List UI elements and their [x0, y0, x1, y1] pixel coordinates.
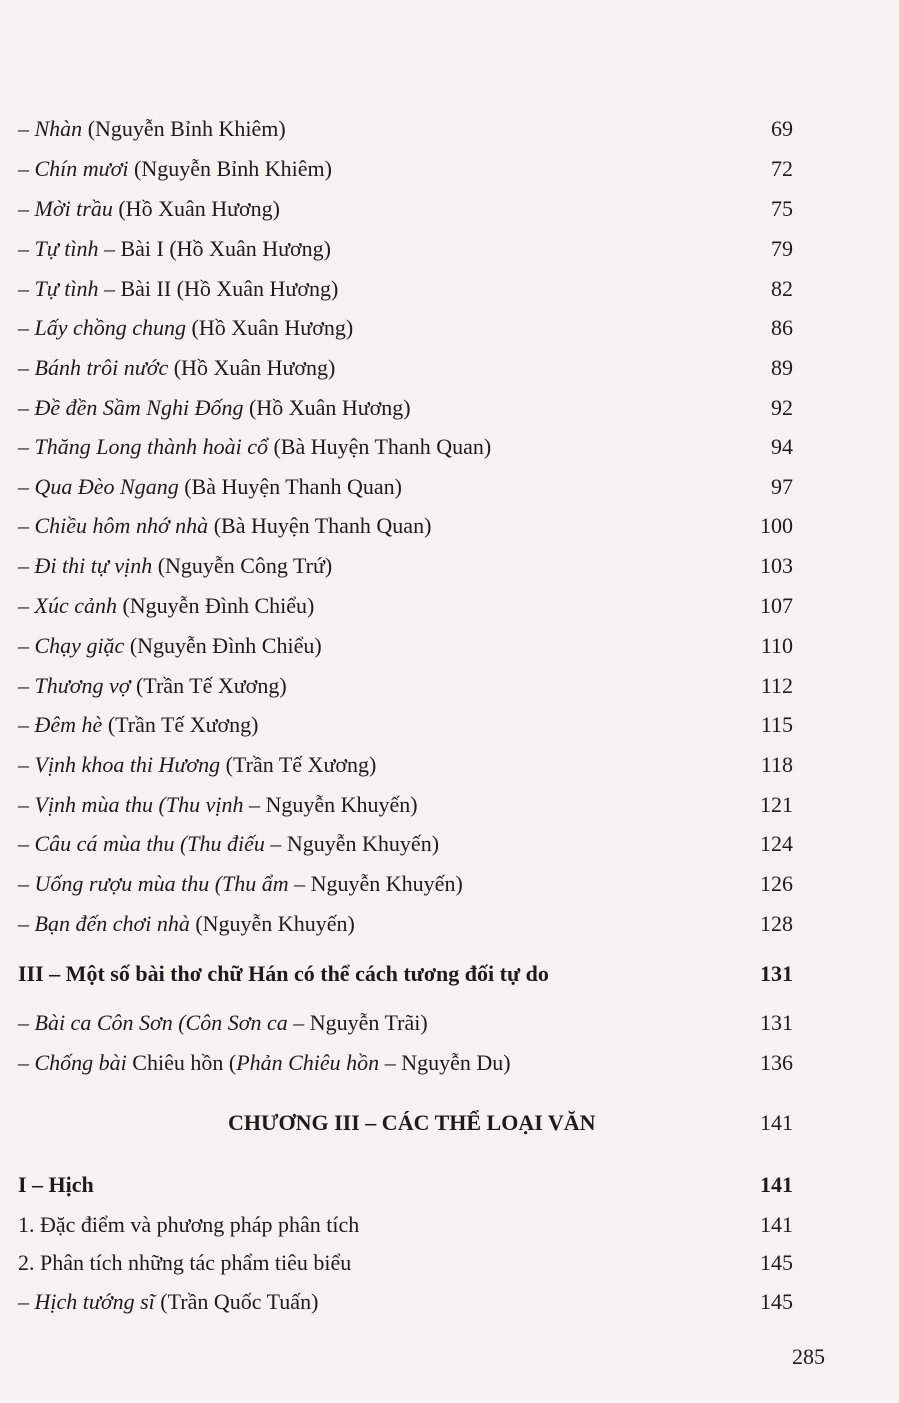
entry-author: (Nguyễn Công Trứ): [152, 553, 333, 578]
entry-page: 100: [760, 513, 793, 538]
entry-dash: –: [18, 673, 35, 698]
chapter-page: 141: [760, 1110, 793, 1135]
entry-author: Chiêu hồn (: [126, 1050, 237, 1075]
toc-entry: [18, 592, 899, 620]
entry-text: [18, 473, 402, 501]
entry-page: 75: [771, 196, 793, 221]
toc-entry: [18, 1249, 899, 1277]
entry-page: 145: [760, 1250, 793, 1275]
toc-entry: [18, 632, 899, 660]
entry-text: [18, 1211, 359, 1239]
toc-entry: [18, 235, 899, 263]
entry-page: 145: [760, 1289, 793, 1314]
entry-author: (Trần Tế Xương): [130, 673, 287, 698]
section-heading: [18, 1171, 899, 1199]
chapter-heading: [0, 1109, 899, 1137]
entry-text: [18, 632, 322, 660]
entry-page: 131: [760, 1010, 793, 1035]
entry-page: 112: [760, 673, 793, 698]
entry-text: [18, 354, 335, 382]
toc-entry: [18, 1211, 899, 1239]
entry-page: 89: [771, 355, 793, 380]
entry-dash: –: [18, 792, 35, 817]
entry-dash: –: [18, 1010, 35, 1035]
entry-dash: –: [18, 395, 35, 420]
entry-text: [18, 672, 287, 700]
entry-page: 128: [760, 911, 793, 936]
entry-dash: –: [18, 712, 35, 737]
entry-page: 126: [760, 871, 793, 896]
toc-entry: [18, 155, 899, 183]
entry-text: [18, 751, 376, 779]
entry-page: 79: [771, 236, 793, 261]
page-number: 285: [792, 1344, 825, 1369]
toc-entry: [18, 672, 899, 700]
entry-label: 1. Đặc điểm và phương pháp phân tích: [18, 1212, 360, 1237]
entry-dash: –: [18, 593, 35, 618]
section-heading: [18, 960, 899, 988]
entry-dash: –: [18, 752, 35, 777]
entry-dash: –: [18, 236, 35, 261]
entry-title: Phản Chiêu hồn: [236, 1050, 380, 1075]
entry-title: Vịnh mùa thu (Thu vịnh: [34, 792, 244, 817]
entry-page: 92: [771, 395, 793, 420]
entry-text: [18, 394, 411, 422]
entry-text: [18, 235, 331, 263]
entry-author: (Bà Huyện Thanh Quan): [267, 434, 492, 459]
entry-author: – Nguyễn Khuyến): [243, 792, 418, 817]
entry-author: – Nguyễn Khuyến): [288, 871, 463, 896]
toc-entry: [18, 394, 899, 422]
toc-entry: [18, 751, 899, 779]
entry-page: 72: [771, 156, 793, 181]
entry-title: Chiều hôm nhớ nhà: [34, 513, 209, 538]
entry-title: Đêm hè: [34, 712, 103, 737]
entry-dash: –: [18, 871, 35, 896]
entry-text: [18, 155, 332, 183]
entry-title: Bánh trôi nước: [34, 355, 169, 380]
toc-entry: [18, 552, 899, 580]
entry-dash: –: [18, 434, 35, 459]
entry-author: (Bà Huyện Thanh Quan): [178, 474, 402, 499]
entry-title: Câu cá mùa thu (Thu điếu: [34, 831, 265, 856]
entry-author: (Hồ Xuân Hương): [186, 315, 354, 340]
entry-author: (Nguyễn Bỉnh Khiêm): [82, 116, 286, 141]
entry-dash: –: [18, 355, 35, 380]
entry-author: (Hồ Xuân Hương): [168, 355, 336, 380]
entry-author: (Trần Quốc Tuấn): [154, 1289, 319, 1314]
entry-text: [18, 830, 439, 858]
entry-dash: –: [18, 1050, 35, 1075]
entry-page: 86: [771, 315, 793, 340]
entry-author: (Trần Tế Xương): [102, 712, 259, 737]
entry-title: Tự tình: [34, 276, 99, 301]
entry-author: (Hồ Xuân Hương): [243, 395, 411, 420]
entry-title: Xúc cảnh: [34, 593, 117, 618]
entry-page: 97: [771, 474, 793, 499]
entry-title: Chín mươi: [34, 156, 129, 181]
toc-entry: [18, 512, 899, 540]
entry-text: [18, 275, 338, 303]
entry-author: (Hồ Xuân Hương): [112, 196, 280, 221]
entry-dash: –: [18, 116, 35, 141]
entry-author: (Bà Huyện Thanh Quan): [208, 513, 432, 538]
entry-dash: –: [18, 513, 35, 538]
entry-title: Qua Đèo Ngang: [34, 474, 179, 499]
entry-author: – Nguyễn Trãi): [287, 1010, 428, 1035]
entry-author: – Bài I (Hồ Xuân Hương): [98, 236, 331, 261]
entry-title: Tự tình: [34, 236, 99, 261]
entry-page: 124: [760, 831, 793, 856]
entry-text: [18, 1049, 511, 1077]
entry-page: 94: [771, 434, 793, 459]
entry-text: [18, 592, 314, 620]
entry-page: 141: [760, 1212, 793, 1237]
entry-dash: –: [18, 831, 35, 856]
entry-page: 118: [760, 752, 793, 777]
chapter-title: CHƯƠNG III – CÁC THỂ LOẠI VĂN: [228, 1110, 596, 1135]
entry-text: [18, 314, 353, 342]
toc-entry: [18, 870, 899, 898]
entry-title: Bài ca Côn Sơn (Côn Sơn ca: [34, 1010, 288, 1035]
entry-dash: –: [18, 196, 35, 221]
entry-dash: –: [18, 911, 35, 936]
entry-page: 141: [760, 1172, 793, 1197]
toc-entry: [18, 433, 899, 461]
toc-entry: [18, 1288, 899, 1316]
entry-text: [18, 115, 286, 143]
entry-dash: –: [18, 633, 35, 658]
entry-text: [18, 711, 258, 739]
entry-text: [18, 960, 549, 988]
entry-text: [18, 910, 355, 938]
entry-title: Vịnh khoa thi Hương: [34, 752, 221, 777]
entry-text: [18, 1249, 351, 1277]
entry-title: Thăng Long thành hoài cổ: [34, 434, 268, 459]
entry-title: Đi thi tự vịnh: [34, 553, 153, 578]
entry-dash: –: [18, 156, 35, 181]
toc-entry: [18, 115, 899, 143]
toc-entry: [18, 711, 899, 739]
entry-title: Nhàn: [34, 116, 83, 141]
entry-page: 103: [760, 553, 793, 578]
entry-author: (Nguyễn Khuyến): [189, 911, 355, 936]
entry-title: Chạy giặc: [34, 633, 125, 658]
section-label: I – Hịch: [18, 1172, 94, 1197]
entry-title: Hịch tướng sĩ: [34, 1289, 155, 1314]
entry-author: (Nguyễn Đình Chiểu): [116, 593, 315, 618]
entry-page: 110: [760, 633, 793, 658]
entry-dash: –: [18, 553, 35, 578]
entry-title: Thương vợ: [34, 673, 131, 698]
entry-page: 136: [760, 1050, 793, 1075]
entry-author: (Nguyễn Đình Chiểu): [124, 633, 322, 658]
entry-page: 131: [760, 961, 793, 986]
entry-author: – Bài II (Hồ Xuân Hương): [98, 276, 339, 301]
entry-text: [18, 433, 491, 461]
entry-dash: –: [18, 315, 35, 340]
entry-page: 115: [760, 712, 793, 737]
entry-author: (Trần Tế Xương): [220, 752, 377, 777]
entry-dash: –: [18, 276, 35, 301]
entry-title: Lấy chồng chung: [34, 315, 187, 340]
toc-entry: [18, 910, 899, 938]
toc-entry: [18, 1049, 899, 1077]
entry-text: [18, 1171, 94, 1199]
toc-entry: [18, 275, 899, 303]
entry-dash: –: [18, 1289, 35, 1314]
entry-page: 121: [760, 792, 793, 817]
entry-label: 2. Phân tích những tác phẩm tiêu biểu: [18, 1250, 352, 1275]
entry-text: [18, 870, 463, 898]
toc-entry: [18, 473, 899, 501]
entry-title: Bạn đến chơi nhà: [34, 911, 190, 936]
toc-entry: [18, 791, 899, 819]
toc-entry: [18, 195, 899, 223]
toc-entry: [18, 314, 899, 342]
entry-text: [18, 512, 431, 540]
entry-page: 107: [760, 593, 793, 618]
section-label: III – Một số bài thơ chữ Hán có thể cách tương đối tự do: [18, 961, 549, 986]
toc-entry: [18, 354, 899, 382]
entry-title: Đề đền Sầm Nghi Đống: [34, 395, 244, 420]
entry-author: (Nguyễn Bỉnh Khiêm): [128, 156, 332, 181]
entry-title: Uống rượu mùa thu (Thu ẩm: [34, 871, 289, 896]
entry-title: Chống bài: [34, 1050, 127, 1075]
entry-text: [18, 552, 332, 580]
entry-dash: –: [18, 474, 35, 499]
entry-text: [18, 1288, 318, 1316]
entry-text: [18, 195, 280, 223]
toc-entry: [18, 1009, 899, 1037]
entry-author: – Nguyễn Khuyến): [264, 831, 440, 856]
entry-page: 82: [771, 276, 793, 301]
entry-text: [18, 791, 418, 819]
entry-author: – Nguyễn Du): [379, 1050, 511, 1075]
entry-text: [18, 1009, 428, 1037]
entry-page: 69: [771, 116, 793, 141]
toc-entry: [18, 830, 899, 858]
entry-title: Mời trầu: [34, 196, 113, 221]
